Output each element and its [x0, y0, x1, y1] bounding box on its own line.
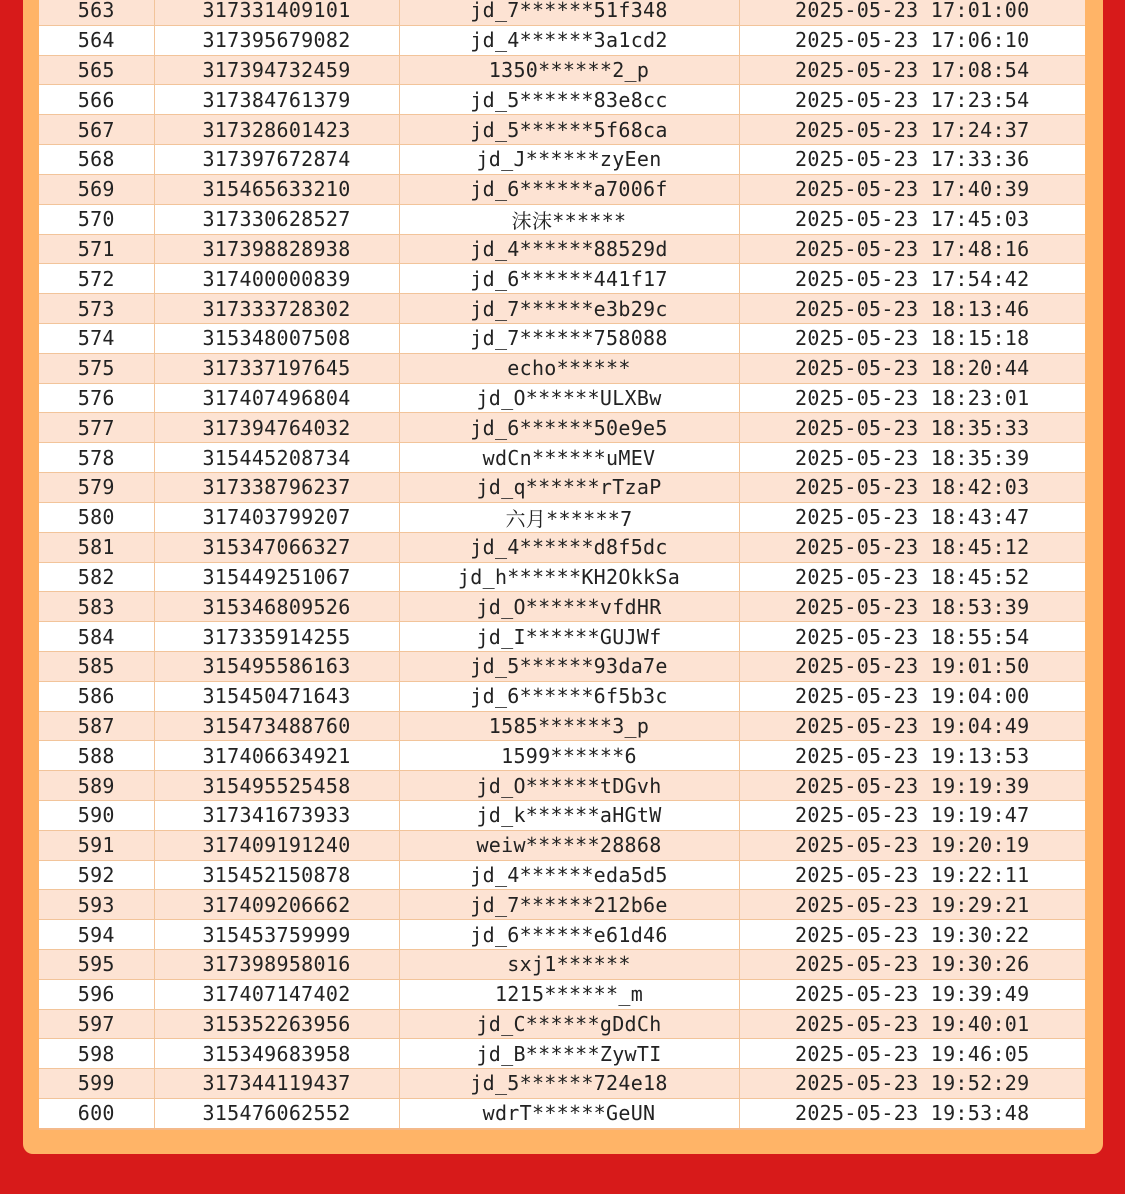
user-name-cell: jd_7******e3b29c [399, 294, 739, 324]
timestamp-cell: 2025-05-23 19:30:22 [739, 920, 1085, 950]
timestamp-cell: 2025-05-23 17:45:03 [739, 204, 1085, 234]
table-row [39, 741, 1085, 771]
timestamp-cell: 2025-05-23 19:13:53 [739, 741, 1085, 771]
row-number-cell: 582 [39, 562, 154, 592]
order-id-cell: 315445208734 [154, 443, 399, 473]
user-name-cell: wdrT******GeUN [399, 1098, 739, 1128]
timestamp-cell: 2025-05-23 18:13:46 [739, 294, 1085, 324]
order-id-cell: 317331409101 [154, 0, 399, 25]
user-name-cell: jd_7******212b6e [399, 890, 739, 920]
order-id-cell: 315349683958 [154, 1039, 399, 1069]
table-row [39, 353, 1085, 383]
order-id-cell: 317406634921 [154, 741, 399, 771]
order-id-cell: 315465633210 [154, 174, 399, 204]
table-row [39, 1069, 1085, 1099]
user-name-cell: jd_7******51f348 [399, 0, 739, 25]
timestamp-cell: 2025-05-23 19:04:49 [739, 711, 1085, 741]
timestamp-cell: 2025-05-23 18:55:54 [739, 622, 1085, 652]
table-row [39, 55, 1085, 85]
order-id-cell: 317337197645 [154, 353, 399, 383]
order-id-cell: 315473488760 [154, 711, 399, 741]
winners-table [39, 0, 1085, 1130]
user-name-cell: wdCn******uMEV [399, 443, 739, 473]
order-id-cell: 315495525458 [154, 771, 399, 801]
order-id-cell: 317407147402 [154, 979, 399, 1009]
table-row [39, 413, 1085, 443]
order-id-cell: 317395679082 [154, 25, 399, 55]
row-number-cell: 591 [39, 830, 154, 860]
order-id-cell: 317407496804 [154, 383, 399, 413]
table-row [39, 800, 1085, 830]
timestamp-cell: 2025-05-23 18:45:52 [739, 562, 1085, 592]
user-name-cell: jd_5******93da7e [399, 651, 739, 681]
user-name-cell: jd_I******GUJWf [399, 622, 739, 652]
row-number-cell: 579 [39, 472, 154, 502]
order-id-cell: 317338796237 [154, 472, 399, 502]
row-number-cell: 563 [39, 0, 154, 25]
order-id-cell: 317335914255 [154, 622, 399, 652]
order-id-cell: 315352263956 [154, 1009, 399, 1039]
row-number-cell: 587 [39, 711, 154, 741]
row-number-cell: 596 [39, 979, 154, 1009]
row-number-cell: 598 [39, 1039, 154, 1069]
table-row [39, 860, 1085, 890]
order-id-cell: 315476062552 [154, 1098, 399, 1128]
timestamp-cell: 2025-05-23 19:40:01 [739, 1009, 1085, 1039]
order-id-cell: 317328601423 [154, 115, 399, 145]
table-row [39, 622, 1085, 652]
timestamp-cell: 2025-05-23 19:30:26 [739, 949, 1085, 979]
row-number-cell: 564 [39, 25, 154, 55]
table-row [39, 920, 1085, 950]
row-number-cell: 566 [39, 85, 154, 115]
row-number-cell: 585 [39, 651, 154, 681]
table-row [39, 830, 1085, 860]
timestamp-cell: 2025-05-23 17:54:42 [739, 264, 1085, 294]
table-row [39, 0, 1085, 25]
table-row [39, 979, 1085, 1009]
row-number-cell: 570 [39, 204, 154, 234]
timestamp-cell: 2025-05-23 17:24:37 [739, 115, 1085, 145]
timestamp-cell: 2025-05-23 18:23:01 [739, 383, 1085, 413]
timestamp-cell: 2025-05-23 17:48:16 [739, 234, 1085, 264]
timestamp-cell: 2025-05-23 17:23:54 [739, 85, 1085, 115]
timestamp-cell: 2025-05-23 19:22:11 [739, 860, 1085, 890]
table-row [39, 443, 1085, 473]
table-row [39, 1009, 1085, 1039]
user-name-cell: jd_C******gDdCh [399, 1009, 739, 1039]
order-id-cell: 315453759999 [154, 920, 399, 950]
timestamp-cell: 2025-05-23 18:15:18 [739, 323, 1085, 353]
table-row [39, 204, 1085, 234]
table-row [39, 651, 1085, 681]
user-name-cell: jd_O******ULXBw [399, 383, 739, 413]
user-name-cell: sxj1****** [399, 949, 739, 979]
user-name-cell: 1599******6 [399, 741, 739, 771]
row-number-cell: 571 [39, 234, 154, 264]
timestamp-cell: 2025-05-23 17:06:10 [739, 25, 1085, 55]
timestamp-cell: 2025-05-23 19:19:39 [739, 771, 1085, 801]
order-id-cell: 315450471643 [154, 681, 399, 711]
row-number-cell: 578 [39, 443, 154, 473]
timestamp-cell: 2025-05-23 19:39:49 [739, 979, 1085, 1009]
row-number-cell: 586 [39, 681, 154, 711]
order-id-cell: 317394732459 [154, 55, 399, 85]
table-row [39, 711, 1085, 741]
table-row [39, 681, 1085, 711]
table-row [39, 174, 1085, 204]
row-number-cell: 597 [39, 1009, 154, 1039]
table-row [39, 502, 1085, 532]
user-name-cell: jd_k******aHGtW [399, 800, 739, 830]
order-id-cell: 317397672874 [154, 144, 399, 174]
row-number-cell: 574 [39, 323, 154, 353]
row-number-cell: 589 [39, 771, 154, 801]
user-name-cell: jd_O******vfdHR [399, 592, 739, 622]
order-id-cell: 317398828938 [154, 234, 399, 264]
user-name-cell: jd_6******6f5b3c [399, 681, 739, 711]
user-name-cell: jd_O******tDGvh [399, 771, 739, 801]
timestamp-cell: 2025-05-23 18:43:47 [739, 502, 1085, 532]
table-row [39, 472, 1085, 502]
order-id-cell: 317341673933 [154, 800, 399, 830]
user-name-cell: jd_5******5f68ca [399, 115, 739, 145]
row-number-cell: 581 [39, 532, 154, 562]
table-row [39, 144, 1085, 174]
order-id-cell: 317409206662 [154, 890, 399, 920]
table-row [39, 85, 1085, 115]
timestamp-cell: 2025-05-23 19:53:48 [739, 1098, 1085, 1128]
row-number-cell: 573 [39, 294, 154, 324]
user-name-cell: jd_4******88529d [399, 234, 739, 264]
user-name-cell: jd_6******e61d46 [399, 920, 739, 950]
table-body [39, 0, 1085, 1129]
row-number-cell: 565 [39, 55, 154, 85]
row-number-cell: 595 [39, 949, 154, 979]
user-name-cell: jd_6******50e9e5 [399, 413, 739, 443]
user-name-cell: jd_4******3a1cd2 [399, 25, 739, 55]
order-id-cell: 317333728302 [154, 294, 399, 324]
timestamp-cell: 2025-05-23 18:35:39 [739, 443, 1085, 473]
row-number-cell: 590 [39, 800, 154, 830]
order-id-cell: 317403799207 [154, 502, 399, 532]
user-name-cell: jd_4******d8f5dc [399, 532, 739, 562]
user-name-cell: jd_5******83e8cc [399, 85, 739, 115]
table-row [39, 383, 1085, 413]
user-name-cell: jd_J******zyEen [399, 144, 739, 174]
user-name-cell: 沫沫****** [399, 204, 739, 234]
row-number-cell: 584 [39, 622, 154, 652]
order-id-cell: 317384761379 [154, 85, 399, 115]
table-row [39, 323, 1085, 353]
timestamp-cell: 2025-05-23 19:19:47 [739, 800, 1085, 830]
row-number-cell: 599 [39, 1069, 154, 1099]
table-row [39, 949, 1085, 979]
user-name-cell: jd_4******eda5d5 [399, 860, 739, 890]
timestamp-cell: 2025-05-23 17:08:54 [739, 55, 1085, 85]
table-row [39, 294, 1085, 324]
timestamp-cell: 2025-05-23 18:53:39 [739, 592, 1085, 622]
order-id-cell: 315346809526 [154, 592, 399, 622]
user-name-cell: 1215******_m [399, 979, 739, 1009]
table-row [39, 115, 1085, 145]
user-name-cell: jd_h******KH2OkkSa [399, 562, 739, 592]
table-row [39, 532, 1085, 562]
order-id-cell: 317409191240 [154, 830, 399, 860]
row-number-cell: 593 [39, 890, 154, 920]
timestamp-cell: 2025-05-23 19:20:19 [739, 830, 1085, 860]
table-row [39, 1039, 1085, 1069]
table-row [39, 592, 1085, 622]
timestamp-cell: 2025-05-23 19:29:21 [739, 890, 1085, 920]
row-number-cell: 572 [39, 264, 154, 294]
user-name-cell: jd_q******rTzaP [399, 472, 739, 502]
order-id-cell: 315348007508 [154, 323, 399, 353]
row-number-cell: 577 [39, 413, 154, 443]
row-number-cell: 600 [39, 1098, 154, 1128]
timestamp-cell: 2025-05-23 17:40:39 [739, 174, 1085, 204]
user-name-cell: weiw******28868 [399, 830, 739, 860]
timestamp-cell: 2025-05-23 18:35:33 [739, 413, 1085, 443]
row-number-cell: 568 [39, 144, 154, 174]
user-name-cell: jd_B******ZywTI [399, 1039, 739, 1069]
user-name-cell: jd_6******441f17 [399, 264, 739, 294]
order-id-cell: 317330628527 [154, 204, 399, 234]
row-number-cell: 588 [39, 741, 154, 771]
row-number-cell: 576 [39, 383, 154, 413]
order-id-cell: 317394764032 [154, 413, 399, 443]
table-row [39, 25, 1085, 55]
user-name-cell: 1350******2_p [399, 55, 739, 85]
order-id-cell: 317398958016 [154, 949, 399, 979]
row-number-cell: 583 [39, 592, 154, 622]
user-name-cell: echo****** [399, 353, 739, 383]
user-name-cell: jd_5******724e18 [399, 1069, 739, 1099]
row-number-cell: 567 [39, 115, 154, 145]
row-number-cell: 575 [39, 353, 154, 383]
timestamp-cell: 2025-05-23 17:33:36 [739, 144, 1085, 174]
table-row [39, 562, 1085, 592]
timestamp-cell: 2025-05-23 19:52:29 [739, 1069, 1085, 1099]
table-row [39, 264, 1085, 294]
order-id-cell: 315495586163 [154, 651, 399, 681]
order-id-cell: 317400000839 [154, 264, 399, 294]
user-name-cell: 六月******7 [399, 502, 739, 532]
user-name-cell: jd_7******758088 [399, 323, 739, 353]
timestamp-cell: 2025-05-23 18:45:12 [739, 532, 1085, 562]
timestamp-cell: 2025-05-23 17:01:00 [739, 0, 1085, 25]
table-row [39, 234, 1085, 264]
table-row [39, 890, 1085, 920]
timestamp-cell: 2025-05-23 18:20:44 [739, 353, 1085, 383]
row-number-cell: 592 [39, 860, 154, 890]
table-row [39, 771, 1085, 801]
row-number-cell: 580 [39, 502, 154, 532]
order-id-cell: 317344119437 [154, 1069, 399, 1099]
row-number-cell: 569 [39, 174, 154, 204]
timestamp-cell: 2025-05-23 18:42:03 [739, 472, 1085, 502]
user-name-cell: jd_6******a7006f [399, 174, 739, 204]
order-id-cell: 315452150878 [154, 860, 399, 890]
user-name-cell: 1585******3_p [399, 711, 739, 741]
order-id-cell: 315449251067 [154, 562, 399, 592]
timestamp-cell: 2025-05-23 19:01:50 [739, 651, 1085, 681]
table-row [39, 1098, 1085, 1128]
timestamp-cell: 2025-05-23 19:46:05 [739, 1039, 1085, 1069]
timestamp-cell: 2025-05-23 19:04:00 [739, 681, 1085, 711]
order-id-cell: 315347066327 [154, 532, 399, 562]
row-number-cell: 594 [39, 920, 154, 950]
